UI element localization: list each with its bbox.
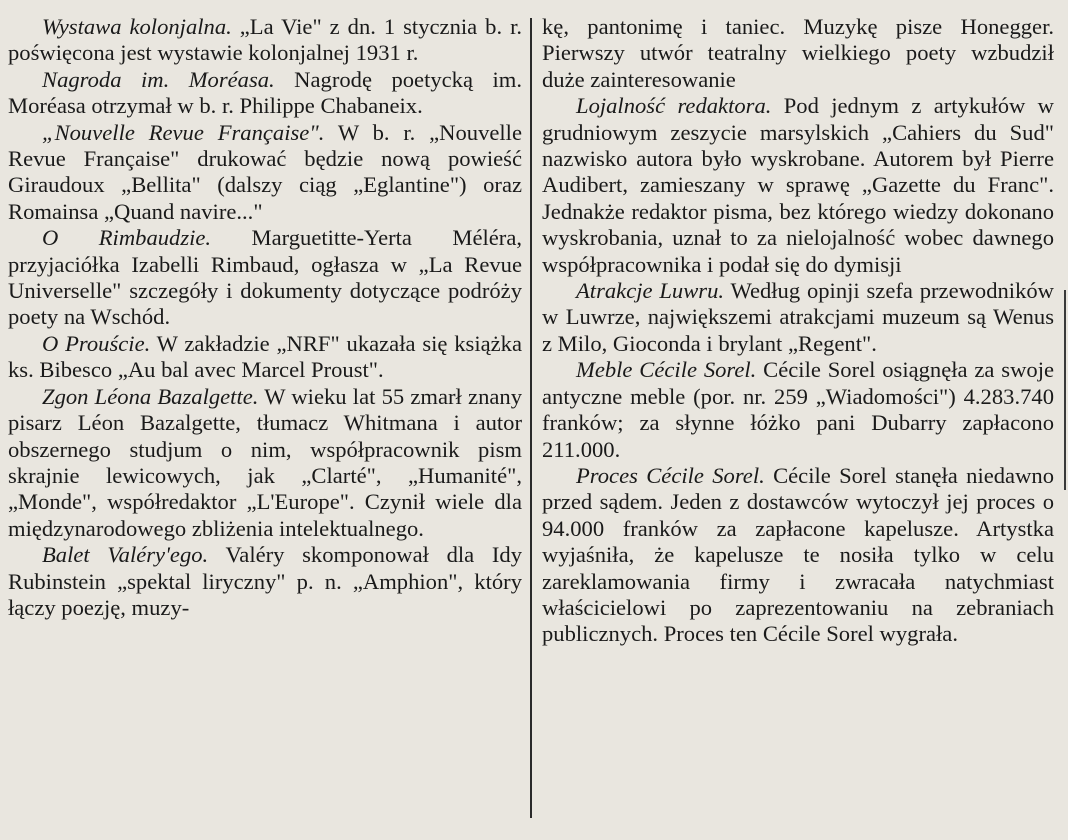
right-column bbox=[532, 14, 1054, 840]
item-text: W zakładzie „NRF" ukazała się książka ks. Bibesco „Au bal avec Marcel Proust". bbox=[8, 330, 522, 383]
news-item bbox=[542, 93, 1054, 278]
news-item bbox=[542, 463, 1054, 648]
item-text: Marguetitte-Yerta Méléra, przyjaciółka Izabelli Rimbaud, ogłasza w „La Revue Universelle" szczegóły i dokumenty dotyczące podróży poety na Wschód. bbox=[8, 225, 522, 330]
item-text: kę, pantonimę i taniec. Muzykę pisze Honegger. Pierwszy utwór teatralny wielkiego poety wzbudził duże zainteresowanie bbox=[542, 14, 1054, 92]
item-text: Pod jednym z artykułów w grudniowym zeszycie marsylskich „Cahiers du Sud" nazwisko autora było wyskrobane. Autorem był Pierre Audibert, zamieszany w sprawę „Gazette du Franc". Jednakże redaktor pisma, bez którego wiedzy dokonano wyskrobania, uznał to za nielojalność wobec dawnego współpracownika i podał się do dymisji bbox=[542, 93, 1054, 277]
news-item bbox=[8, 225, 522, 331]
item-heading: Lojalność redaktora. bbox=[576, 93, 772, 119]
item-text: Cécile Sorel stanęła niedawno przed sądem. Jeden z dostawców wytoczył jej proces o 94.000 franków za zapłacone kapelusze. Artystka wyjaśniła, że kapelusze te nosiła tylko w celu zareklamowania firmy i zwracała natychmiast właścicielowi po zaprezentowaniu na zebraniach publicznych. Proces ten Cécile Sorel wygrała. bbox=[542, 462, 1054, 647]
news-item bbox=[8, 331, 522, 384]
news-item bbox=[542, 278, 1054, 357]
item-heading: O Prouście. bbox=[42, 330, 151, 356]
item-heading: Zgon Léona Bazalgette. bbox=[42, 383, 259, 409]
item-text: Cécile Sorel osiągnęła za swoje antyczne meble (por. nr. 259 „Wiadomości") 4.283.740 franków; za słynne łóżko pani Dubarry zapłacono 211.000. bbox=[542, 357, 1055, 462]
item-text: W wieku lat 55 zmarł znany pisarz Léon Bazalgette, tłumacz Whitmana i autor obszernego studjum o nim, współpracownik pism skrajnie lewicowych, jak „Clarté", „Humanité", „Monde", współredaktor „L'Europe". Czynił wiele dla międzynarodowego zbliżenia intelektualnego. bbox=[8, 383, 522, 541]
item-heading: Nagroda im. Moréasa. bbox=[42, 66, 275, 92]
item-text: W b. r. „Nouvelle Revue Française" drukować będzie nową powieść Giraudoux „Bellita" (dalszy ciąg „Eglantine") oraz Romainsa „Quand navire..." bbox=[8, 119, 522, 224]
left-column bbox=[8, 14, 530, 840]
item-heading: Balet Valéry'ego. bbox=[42, 542, 209, 568]
item-heading: Meble Cécile Sorel. bbox=[576, 357, 757, 383]
news-item bbox=[542, 14, 1054, 93]
item-heading: Proces Cécile Sorel. bbox=[576, 462, 765, 488]
item-text: „La Vie" z dn. 1 stycznia b. r. poświęcona jest wystawie kolonjalnej 1931 r. bbox=[8, 14, 522, 66]
news-item bbox=[542, 357, 1054, 463]
news-item bbox=[8, 384, 522, 542]
item-text: Nagrodę poetycką im. Moréasa otrzymał w b. r. Philippe Chabaneix. bbox=[8, 66, 522, 119]
item-heading: O Rimbaudzie. bbox=[42, 225, 212, 251]
news-item bbox=[8, 542, 522, 621]
item-heading: Atrakcje Luwru. bbox=[576, 278, 725, 304]
news-item bbox=[8, 67, 522, 120]
item-text: Według opinji szefa przewodników w Luwrze, największemi atrakcjami muzeum są Wenus z Milo, Gioconda i brylant „Regent". bbox=[542, 278, 1054, 356]
news-item bbox=[8, 120, 522, 226]
item-text: Valéry skomponował dla Idy Rubinstein „spektal liryczny" p. n. „Amphion", który łączy poezję, muzy- bbox=[8, 542, 522, 620]
news-item bbox=[8, 14, 522, 67]
page-edge-rule bbox=[1064, 290, 1066, 490]
item-heading: Wystawa kolonjalna. bbox=[42, 14, 232, 39]
item-heading: „Nouvelle Revue Française". bbox=[42, 119, 325, 145]
